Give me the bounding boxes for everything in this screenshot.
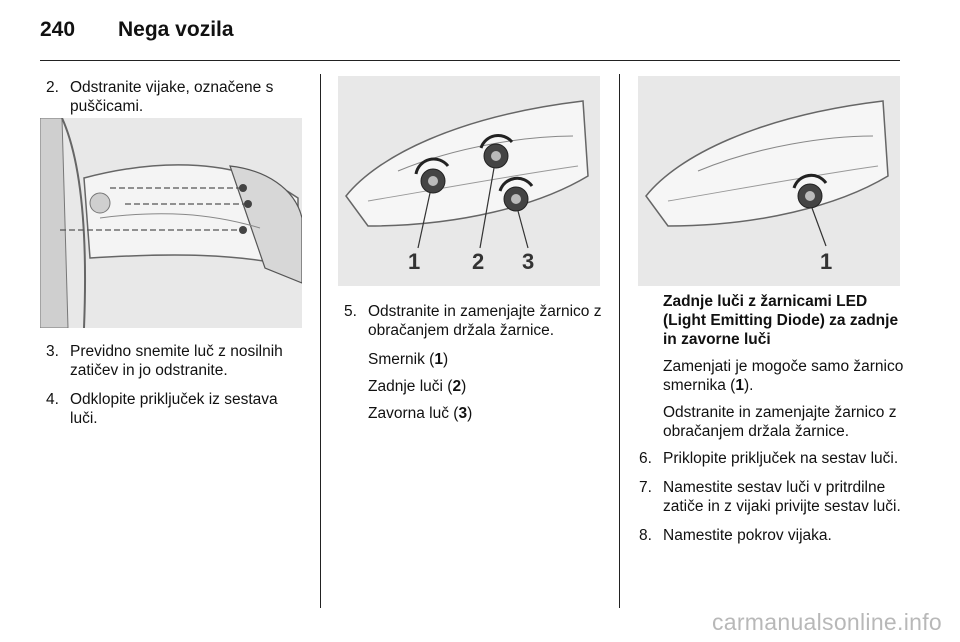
step-5 xyxy=(344,302,606,340)
watermark: carmanualsonline.info xyxy=(711,609,942,635)
step-number: 3. xyxy=(46,343,59,360)
bulb-item-brake-light: Zavorna luč (3) xyxy=(368,405,473,422)
figure-led-lamp xyxy=(638,76,900,286)
bulb-item-turn-signal: Smernik (1) xyxy=(368,351,449,368)
page-title: Nega vozila xyxy=(118,18,234,41)
step-number: 6. xyxy=(639,450,652,467)
led-note: Zamenjati je mogoče samo žarnico smernika (1). xyxy=(663,358,904,394)
step-text: Odstranite vijake, označene s puščicami. xyxy=(70,79,274,115)
step-7 xyxy=(639,478,905,516)
step-number: 5. xyxy=(344,303,357,320)
step-number: 2. xyxy=(46,79,59,96)
step-2 xyxy=(46,78,308,116)
callout-label-2: 2 xyxy=(472,249,485,274)
column-divider-left xyxy=(320,74,321,608)
step-6 xyxy=(639,449,905,468)
step-text: Namestite pokrov vijaka. xyxy=(663,527,832,544)
step-3 xyxy=(46,342,308,380)
led-instruction: Odstranite in zamenjajte žarnico z obračanjem držala žarnice. xyxy=(663,404,897,440)
step-text: Namestite sestav luči v pritrdilne zatiče in z vijaki privijte sestav luči. xyxy=(663,479,901,515)
page-number: 240 xyxy=(40,18,76,41)
step-4 xyxy=(46,390,308,428)
column-divider-right xyxy=(619,74,620,608)
step-number: 8. xyxy=(639,527,652,544)
bulb-holders-illustration xyxy=(338,76,600,286)
led-section-heading: Zadnje luči z žarnicami LED (Light Emitting Diode) za zadnje in zavorne luči xyxy=(663,293,899,348)
step-text: Previdno snemite luč z nosilnih zatičev in jo odstranite. xyxy=(70,343,283,379)
step-8 xyxy=(639,526,905,545)
callout-label-3: 3 xyxy=(522,249,535,274)
step-text: Priklopite priključek na sestav luči. xyxy=(663,450,899,467)
column-1-lower xyxy=(46,342,308,438)
column-2 xyxy=(344,302,606,431)
step-text: Odstranite in zamenjajte žarnico z obračanjem držala žarnice. xyxy=(368,303,602,339)
page-header xyxy=(40,18,900,61)
led-lamp-illustration xyxy=(638,76,900,286)
step-number: 4. xyxy=(46,391,59,408)
figure-bulb-holders xyxy=(338,76,600,286)
figure-lamp-screws xyxy=(40,118,302,328)
callout-label-1: 1 xyxy=(820,249,833,274)
step-number: 7. xyxy=(639,479,652,496)
step-text: Odklopite priključek iz sestava luči. xyxy=(70,391,278,427)
column-3 xyxy=(639,292,905,555)
callout-label-1: 1 xyxy=(408,249,421,274)
lamp-screws-illustration xyxy=(40,118,302,328)
bulb-item-tail-light: Zadnje luči (2) xyxy=(368,378,467,395)
